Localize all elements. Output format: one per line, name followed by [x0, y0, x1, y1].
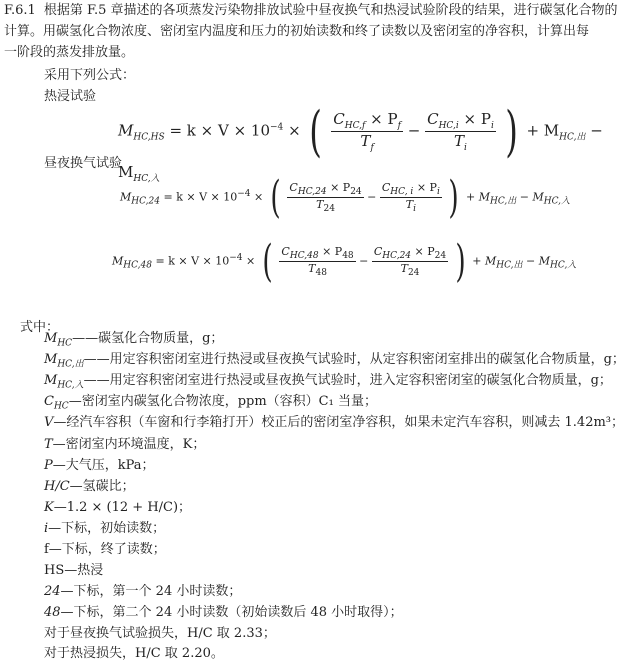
diurnal-label: 昼夜换气试验 — [44, 156, 123, 171]
definition-text: —下标，第一个 24 小时读数； — [60, 584, 242, 599]
definition-item — [44, 393, 377, 416]
definition-item — [44, 541, 166, 559]
definition-text: f—下标，终了读数； — [44, 542, 166, 557]
definition-item — [44, 457, 155, 475]
definition-item — [44, 520, 165, 538]
definition-item — [44, 499, 191, 517]
definition-item — [44, 351, 625, 374]
formula-intro: 采用下列公式： — [44, 68, 136, 83]
definition-text: 对于昼夜换气试验损失，H/C 取 2.33； — [44, 626, 276, 641]
section-number: F.6.1 — [4, 3, 36, 18]
definition-text: —密闭室内环境温度，K； — [52, 437, 206, 452]
definition-subscript: HC,入 — [57, 380, 84, 391]
definition-symbol: i — [44, 521, 49, 536]
section-line-3: 一阶段的蒸发排放量。 — [4, 45, 135, 60]
definition-text: —下标，初始读数； — [48, 521, 166, 536]
definition-item — [44, 436, 205, 454]
definition-text: ——用定容积密闭室进行热浸或昼夜换气试验时，从定容积密闭室排出的碳氢化合物质量，g； — [83, 352, 625, 367]
section-line-1: 根据第 F.5 章描述的各项蒸发污染物排放试验中昼夜换气和热浸试验阶段的结果，进行碳氢化合物的 — [43, 3, 618, 18]
definition-item — [44, 330, 223, 353]
definition-text: —经汽车容积（车窗和行李箱打开）校正后的密闭室净容积，如果未定汽车容积，则减去 1.42m³； — [53, 415, 625, 430]
definition-text: ——用定容积密闭室进行热浸或昼夜换气试验时，进入定容积密闭室的碳氢化合物质量，g； — [83, 373, 612, 388]
definition-symbol: M — [44, 352, 58, 367]
definition-symbol: K — [44, 500, 54, 515]
definition-item — [44, 372, 612, 395]
definition-text: —下标，第二个 24 小时读数（初始读数后 48 小时取得）； — [60, 605, 403, 620]
definition-symbol: 48 — [44, 605, 61, 620]
equation-diurnal-24: $M_{HC,24} = k \times V \times 10^{-4}$ × ( $\frac{C_{HC,24} \times P_{24}}{T_{24}}$ − $\frac{C_{HC, i} \times P_i}{T_i}$ ) + $M_{HC,出} - M_{HC,入}$ — [120, 172, 571, 223]
section-line-2: 计算。用碳氢化合物浓度、密闭室内温度和压力的初始读数和终了读数以及密闭室的净容积，计算出每 — [4, 24, 590, 39]
equation-hot-soak: $M_{HC,HS} = k \times V \times 10^{-4}$ × ( $\frac{C_{HC,f} \times P_f}{T_f}$ − $\frac{C_{HC,i} \times P_i}{T_i}$ ) + $M_{HC,出} - M_{HC,入}$ — [118, 100, 603, 184]
definition-text: 对于热浸损失，H/C 取 2.20。 — [44, 646, 224, 661]
where-label: 式中： — [20, 320, 60, 335]
definition-symbol: 24 — [44, 584, 61, 599]
equation-diurnal-48: $M_{HC,48} = k \times V \times 10^{-4}$ × ( $\frac{C_{HC,48} \times P_{48}}{T_{48}}$ − $\frac{C_{HC,24} \times P_{24}}{T_{24}}$ ) + $M_{HC,出} - M_{HC,入}$ — [112, 236, 577, 287]
definition-subscript: HC — [57, 338, 73, 349]
definition-item — [44, 583, 241, 601]
definition-subscript: HC,出 — [57, 359, 84, 370]
definition-subscript: HC — [53, 401, 69, 412]
definition-text: —1.2 × (12 + H/C)； — [53, 500, 192, 515]
definition-text: —密闭室内碳氢化合物浓度，ppm（容积）C₁ 当量； — [68, 394, 377, 409]
definition-symbol: V — [44, 415, 54, 430]
definition-text: —大气压，kPa； — [52, 458, 155, 473]
definition-item — [44, 625, 276, 643]
definition-symbol: M — [44, 331, 58, 346]
definition-text: —氢碳比； — [69, 479, 135, 494]
definition-symbol: P — [44, 458, 53, 473]
definition-item — [44, 562, 103, 580]
definition-symbol: H/C — [44, 479, 70, 494]
definition-symbol: M — [44, 373, 58, 388]
definition-item — [44, 478, 135, 496]
hot-soak-label: 热浸试验 — [44, 89, 97, 104]
definition-item — [44, 414, 624, 432]
definition-item — [44, 604, 403, 622]
definition-symbol: T — [44, 437, 53, 452]
definition-text: HS—热浸 — [44, 563, 104, 578]
section-paragraph — [4, 0, 624, 63]
definition-symbol: C — [44, 394, 54, 409]
definition-text: ——碳氢化合物质量，g； — [72, 331, 224, 346]
